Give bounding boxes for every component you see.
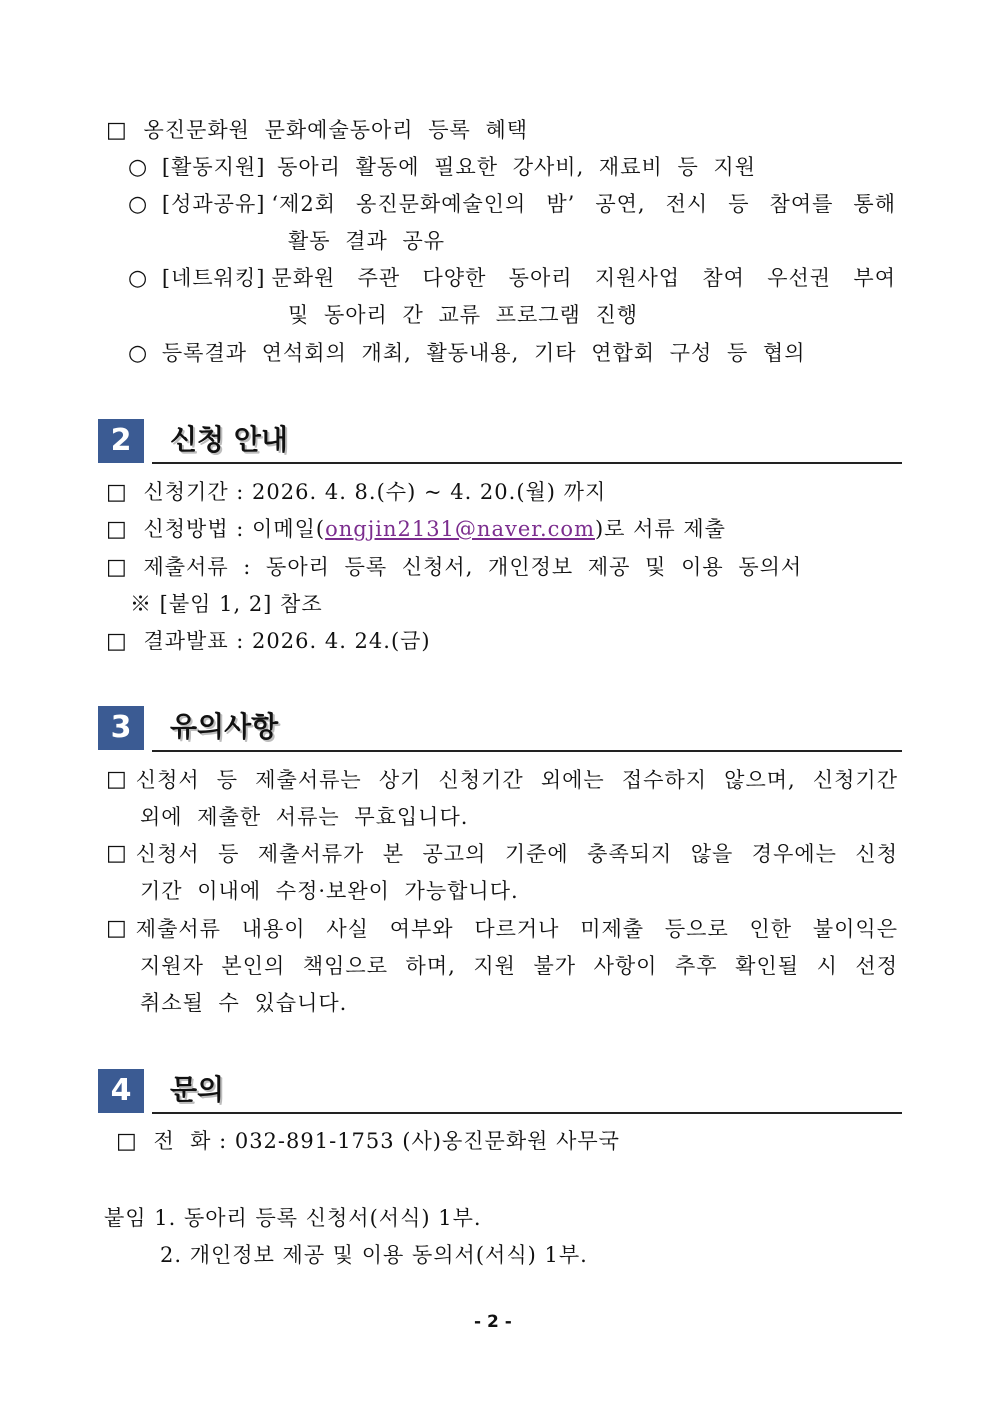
notice-item: □ 신청서 등 제출서류는 상기 신청기간 외에는 접수하지 않으며, 신청기간	[106, 765, 898, 795]
checkbox-square-icon: □	[106, 767, 128, 792]
checkbox-square-icon: □	[116, 1129, 138, 1154]
benefit-item-continued: 및 동아리 간 교류 프로그램 진행	[288, 303, 639, 327]
notice-item-continued: 외에 제출한 서류는 무효입니다.	[140, 805, 469, 829]
application-method: □ 신청방법 : 이메일(ongjin2131@naver.com)로 서류 제출	[106, 517, 726, 542]
contact-phone: □ 전 화 : 032-891-1753 (사)옹진문화원 사무국	[116, 1129, 620, 1154]
notice-item: □ 제출서류 내용이 사실 여부와 다르거나 미제출 등으로 인한 불이익은	[106, 914, 898, 944]
notice-item-continued: 기간 이내에 수정·보완이 가능합니다.	[140, 879, 519, 903]
reference-note: ※ [붙임 1, 2] 참조	[130, 592, 323, 616]
circle-bullet-icon: ○	[128, 341, 149, 366]
section-title: 신청 안내	[170, 423, 288, 456]
section-title: 유의사항	[170, 710, 279, 743]
checkbox-square-icon: □	[106, 480, 128, 505]
notice-item-continued: 지원자 본인의 책임으로 하며, 지원 불가 사항이 추후 확인될 시 선정	[140, 954, 898, 978]
section-divider	[152, 750, 902, 752]
attachment-line: 2. 개인정보 제공 및 이용 동의서(서식) 1부.	[160, 1243, 588, 1267]
notice-item-continued: 취소될 수 있습니다.	[140, 991, 348, 1015]
checkbox-square-icon: □	[106, 629, 128, 654]
checkbox-square-icon: □	[106, 517, 128, 542]
benefit-item: ○ [네트워킹] 문화원 주관 다양한 동아리 지원사업 참여 우선권 부여	[128, 266, 896, 291]
benefit-item: ○ 등록결과 연석회의 개최, 활동내용, 기타 연합회 구성 등 협의	[128, 341, 806, 366]
benefit-item: ○ [활동지원] 동아리 활동에 필요한 강사비, 재료비 등 지원	[128, 155, 756, 180]
section-title: 문의	[170, 1073, 225, 1106]
notice-item: □ 신청서 등 제출서류가 본 공고의 기준에 충족되지 않을 경우에는 신청	[106, 839, 898, 869]
checkbox-square-icon: □	[106, 841, 128, 866]
benefit-item: ○ [성과공유] ‘제2회 옹진문화예술인의 밤’ 공연, 전시 등 참여를 통해	[128, 192, 896, 217]
benefits-heading: □ 옹진문화원 문화예술동아리 등록 혜택	[106, 118, 529, 143]
section-divider	[152, 462, 902, 464]
section-number-badge: 2	[98, 419, 144, 463]
section-number-badge: 4	[98, 1069, 144, 1113]
benefit-item-continued: 활동 결과 공유	[288, 229, 446, 253]
checkbox-square-icon: □	[106, 555, 128, 580]
attachment-line: 붙임 1. 동아리 등록 신청서(서식) 1부.	[104, 1206, 482, 1230]
section-number-badge: 3	[98, 706, 144, 750]
checkbox-square-icon: □	[106, 916, 128, 941]
circle-bullet-icon: ○	[128, 192, 149, 217]
page-number: - 2 -	[474, 1312, 512, 1332]
result-announcement: □ 결과발표 : 2026. 4. 24.(금)	[106, 629, 431, 654]
circle-bullet-icon: ○	[128, 266, 149, 291]
checkbox-square-icon: □	[106, 118, 128, 143]
email-link[interactable]: ongjin2131@naver.com	[325, 517, 595, 541]
section-divider	[152, 1112, 902, 1114]
circle-bullet-icon: ○	[128, 155, 149, 180]
required-documents: □ 제출서류 : 동아리 등록 신청서, 개인정보 제공 및 이용 동의서	[106, 555, 803, 580]
application-period: □ 신청기간 : 2026. 4. 8.(수) ~ 4. 20.(월) 까지	[106, 480, 607, 505]
